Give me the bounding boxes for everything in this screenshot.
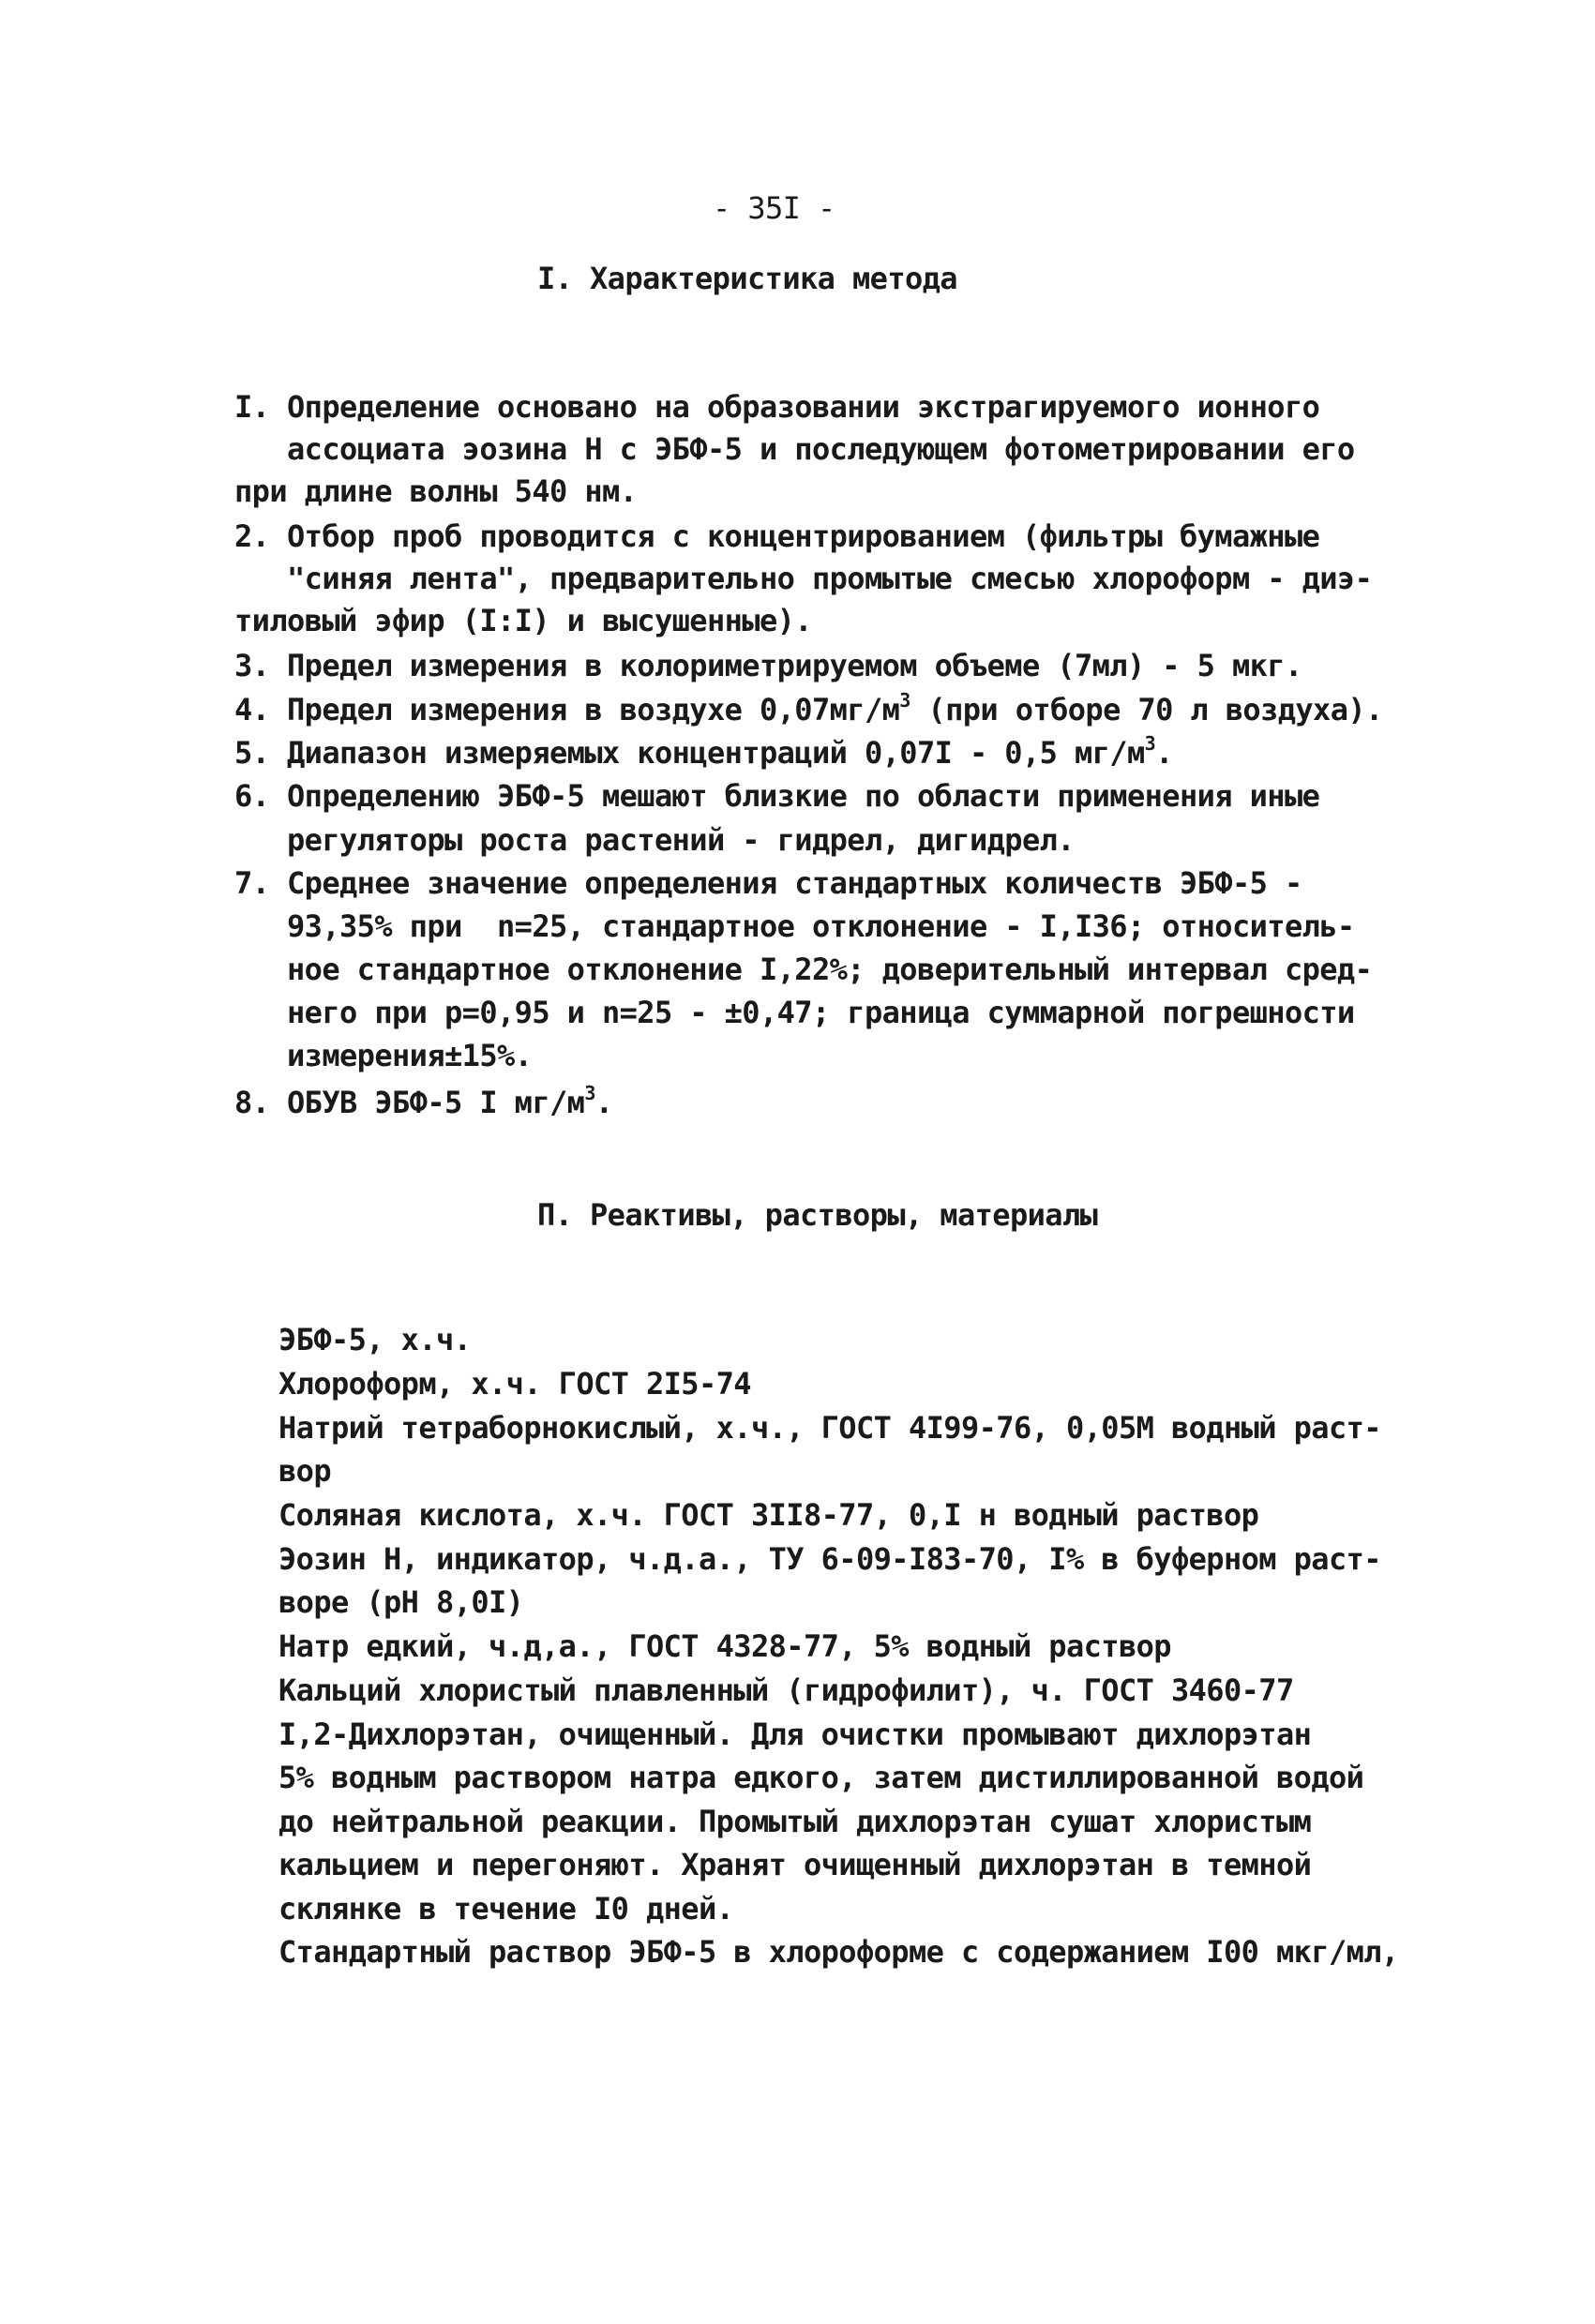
- section-2-title: П. Реактивы, растворы, материалы: [537, 1197, 1098, 1233]
- superscript-3: 3: [1144, 732, 1156, 755]
- section-1-line-16: измерения±15%.: [234, 1038, 533, 1073]
- section-1-line-7: 3. Предел измерения в колориметрируемом объеме (7мл) - 5 мкг.: [234, 648, 1302, 683]
- section-1-line-4: 2. Отбор проб проводится с концентрированием (фильтры бумажные: [234, 518, 1320, 554]
- section-1-line-1: I. Определение основано на образовании экстрагируемого ионного: [234, 389, 1320, 425]
- section-2-line-6: Эозин Н, индикатор, ч.д.а., ТУ 6-09-I83-70, I% в буферном раст-: [278, 1541, 1381, 1577]
- section-1-title: I. Характеристика метода: [537, 261, 957, 296]
- section-2-line-13: кальцием и перегоняют. Хранят очищенный дихлорэтан в темной: [278, 1847, 1312, 1882]
- item-8-tail: .: [594, 1085, 613, 1120]
- superscript-3: 3: [899, 689, 910, 712]
- section-1-line-11: регуляторы роста растений - гидрел, дигидрел.: [234, 822, 1075, 858]
- section-1-line-6: тиловый эфир (I:I) и высушенные).: [234, 603, 812, 638]
- section-2-line-1: ЭБФ-5, х.ч.: [278, 1322, 472, 1357]
- section-2-line-15: Стандартный раствор ЭБФ-5 в хлороформе с содержанием I00 мкг/мл,: [278, 1934, 1399, 1970]
- section-2-line-10: I,2-Дихлорэтан, очищенный. Для очистки промывают дихлорэтан: [278, 1717, 1312, 1752]
- section-2-line-9: Кальций хлористый плавленный (гидрофилит), ч. ГОСТ 3460-77: [278, 1672, 1294, 1708]
- section-1-line-2: ассоциата эозина Н с ЭБФ-5 и последующем фотометрировании его: [234, 431, 1355, 467]
- section-1-line-3: при длине волны 540 нм.: [234, 473, 638, 509]
- section-2-line-8: Натр едкий, ч.д,а., ГОСТ 4328-77, 5% водный раствор: [278, 1628, 1171, 1664]
- section-2-line-3: Натрий тетраборнокислый, х.ч., ГОСТ 4I99-76, 0,05М водный раст-: [278, 1410, 1381, 1446]
- section-1-line-10: 6. Определению ЭБФ-5 мешают близкие по области применения иные: [234, 778, 1320, 814]
- section-1-line-8: [234, 689, 1383, 727]
- section-1-line-5: "синяя лента", предварительно промытые смесью хлороформ - диэ-: [234, 561, 1373, 596]
- section-2-line-11: 5% водным раствором натра едкого, затем дистиллированной водой: [278, 1760, 1364, 1795]
- section-1-line-9: [234, 732, 1173, 771]
- page-number: - 35I -: [713, 190, 835, 226]
- section-2-line-14: склянке в течение I0 дней.: [278, 1891, 734, 1927]
- section-2-line-7: воре (рН 8,0I): [278, 1584, 524, 1620]
- section-2-line-5: Соляная кислота, х.ч. ГОСТ 3II8-77, 0,I н водный раствор: [278, 1497, 1259, 1533]
- section-2-line-12: до нейтральной реакции. Промытый дихлорэтан сушат хлористым: [278, 1804, 1312, 1839]
- section-1-line-14: ное стандартное отклонение I,22%; доверительный интервал сред-: [234, 952, 1373, 987]
- section-1-line-15: него при p=0,95 и n=25 - ±0,47; граница суммарной погрешности: [234, 995, 1355, 1030]
- item-8-text: 8. ОБУВ ЭБФ-5 I мг/м: [234, 1085, 585, 1120]
- item-4-tail: (при отборе 70 л воздуха).: [910, 692, 1383, 727]
- item-4-text: 4. Предел измерения в воздухе 0,07мг/м: [234, 692, 900, 727]
- superscript-3: 3: [584, 1082, 595, 1104]
- section-1-line-13: 93,35% при n=25, стандартное отклонение - I,I36; относитель-: [234, 908, 1355, 944]
- item-5-text: 5. Диапазон измеряемых концентраций 0,07I - 0,5 мг/м: [234, 735, 1145, 771]
- section-1-line-17: [234, 1082, 613, 1120]
- section-2-line-4: вор: [278, 1453, 331, 1489]
- section-1-line-12: 7. Среднее значение определения стандартных количеств ЭБФ-5 -: [234, 865, 1302, 901]
- item-5-tail: .: [1155, 735, 1173, 771]
- section-2-line-2: Хлороформ, х.ч. ГОСТ 2I5-74: [278, 1366, 751, 1402]
